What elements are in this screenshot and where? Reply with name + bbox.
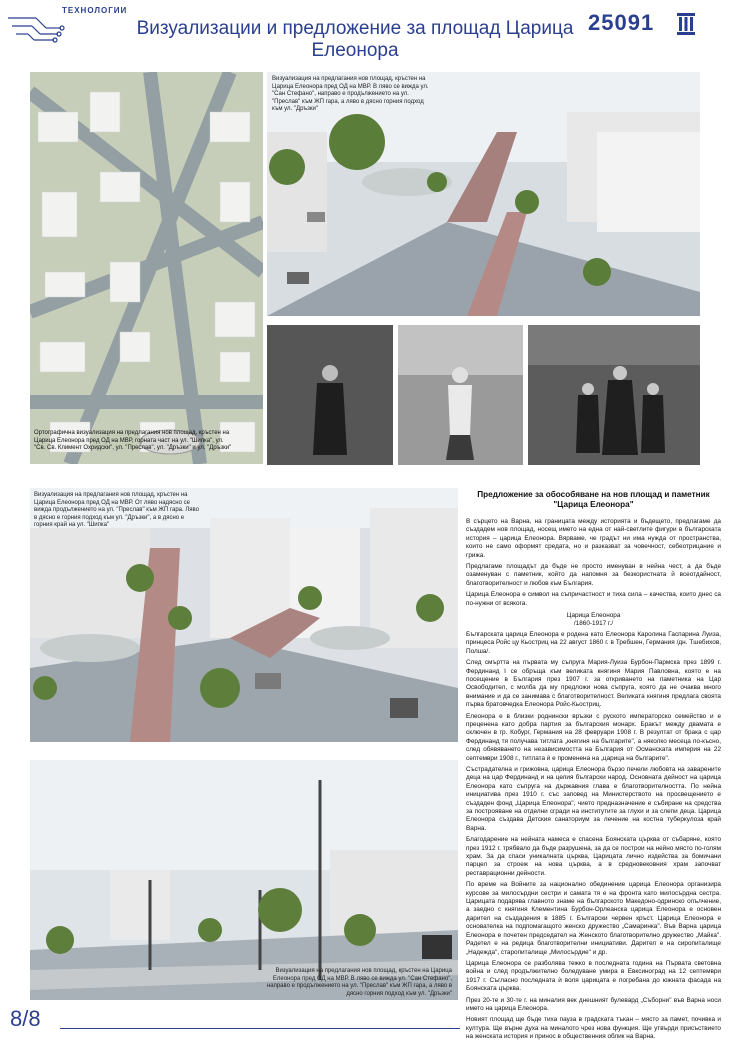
portrait-photo-1 bbox=[267, 325, 393, 465]
bio-name: Царица Елеонора bbox=[566, 612, 621, 620]
bottom-render-caption: Визуализация на предлагания нов площад, кръстен на Царица Елеонора пред ОД на МВР. В ляво се вижда ул. "Сан Стефано", направо е продължението на ул. "Преслав" към ЖП гара, а ляво в дясно горния подход към ул. "Дръзки" bbox=[266, 968, 452, 997]
bio-paragraph-1: Българската царица Елеонора е родена като Елеонора Каролина Гаспарина Луиза, принцеса Ройс цу Кьостриц на 22 август 1860 г. в Требшен, Германия /дн. Тшебихов, Полша/. bbox=[466, 630, 721, 655]
bio-paragraph-8: През 20-те и 30-те г. на миналия век днешният булевард „Съборни" във Варна носи името на царица Елеонора. bbox=[466, 996, 721, 1012]
bio-paragraph-6: По време на Войните за национално обединение царица Елеонора организира курсове за милосърдни сестри и самата тя е на фронта като милосърдна сестра. Царицата подарява главното знаме на българското Македоно-одринско опълчение, а заедно с княгиня Клементина Бурбон-Орлеанска царица Елеонора е основен дарител на създадения в 1885 г. Български червен кръст. Царица Елеонора е основателка на подпомагащото женско дружество „Самаринка". Във Варна царица Елеонора е почетен председател на Женското благотворително дружество „Майка". Радетел е на редица благотворителни инициативи. Дарител е на сиропиталище „Надежда", старопиталище „Милосърдие" и др. bbox=[466, 881, 721, 956]
closing-paragraph: Новият площад ще бъде тиха пауза в градската тъкан – място за памет, почивка и култура. Ще върне духа на миналото чрез нова функция. Ще утвърди присъствието на женската история и принос в общественния облик на Варна. bbox=[466, 1016, 721, 1041]
page-number: 8/8 bbox=[10, 1006, 41, 1031]
group-photo bbox=[528, 325, 700, 465]
section-title: Предложение за обособяване на нов площад и паметник "Царица Елеонора" bbox=[477, 490, 710, 509]
bio-years: /1860-1917 г./ bbox=[573, 620, 614, 628]
text-column bbox=[466, 490, 721, 1045]
bio-paragraph-4: Състрадателна и грижовна, царица Елеонора бързо печели любовта на заварените деца на цар Фердинанд и на целия български народ. Основната дейност на царица Елеонора като съпруга на държавния глава е благотворителността. По нейна инициатива през 1910 г. със заповед на Министерството на просвещението е създаден фонд „Царица Елеонора", чието предназначение е събиране на средства за построяване на отделни сгради на институтите за глухи и за слепи деца. Царица Елеонора създава Детския санаториум за лечение на костна туберкулоза край Варна. bbox=[466, 765, 721, 832]
footer-divider bbox=[60, 1028, 460, 1029]
portrait-photo-2 bbox=[398, 325, 523, 465]
bottom-render-image bbox=[30, 760, 458, 1000]
page-title: Визуализации и предложение за площад Царица Елеонора bbox=[136, 18, 574, 61]
ortho-caption: Ортографична визуализация на предлагания нов площад, кръстен на Царица Елеонора пред ОД на МВР, горната част на ул. "Шипка", ул. "Св. Св. Климент Охридски", ул. "Преслав", ул. "Дръзки" и ул. "Дръзки" bbox=[34, 430, 232, 451]
ortho-map-image bbox=[30, 72, 263, 464]
mid-render-caption: Визуализация на предлагания нов площад, кръстен на Царица Елеонора пред ОД на МВР. От ляво надясно се вижда продължението на ул. "Преслав" към ЖП гара. Ляво в дясно е горния подход към ул. "Дръзки", а в дясно е горния край на ул. "Шипка" bbox=[34, 492, 199, 528]
bio-paragraph-2: След смъртта на първата му съпруга Мария-Луиза Бурбон-Пармска през 1899 г. Фердинанд I се обръща към великата княгиня Мария Павловна, която е на посещение в България през 1907 г. за откриването на паметника на Цар Освободител, с молба да му предложи нова съпруга, която да не очаква много внимание и да се занимава с благотворителност. Великата княгиня предлага своята първа братовчедка Елеонора Ройс-Кьостриц. bbox=[466, 659, 721, 709]
paragraph-2: Предлагаме площадът да бъде не просто именуван в нейна чест, а да бъде озаменуван с паметник, който да напомня за безкористната й всеотдайност, благотворителност и любов към България. bbox=[466, 563, 721, 587]
bio-heading bbox=[466, 612, 721, 629]
intro-paragraph: В сърцето на Варна, на границата между историята и бъдещето, предлагаме да създадем нов площад, носещ името на една от най-светлите фигури в българската история – царица Елеонора. Вярваме, че градът ни има нужда от пространства, които не само оформят средата, но и разказват за човечност, себеотрицание и грижа. bbox=[466, 518, 721, 559]
top-render-caption: Визуализация на предлагания нов площад, кръстен на Царица Елеонора пред ОД на МВР. В ляво се вижда ул. "Сан Стефано", направо е продължението на ул. "Преслав" към ЖП гара, а ляво в дясно горния подход към ул. "Дръзки" bbox=[272, 76, 429, 112]
column-icon bbox=[676, 12, 696, 36]
bio-paragraph-5: Благодарение на нейната намеса е спасена Боянската църква от събаряне, която през 1912 г. трябвало да бъде разрушена, за да се построи на нейно място по-голям храм. За да спаси уникалната църква, Царицата лично издейства за бомичани парцел за строеж на нова църква, а в средновековния храм започват реставрационни дейности. bbox=[466, 836, 721, 877]
bio-paragraph-3: Елеонора е в близки роднински връзки с руското императорско семейство и е преценена като добра партия за българския монарх. Бракът между двамата е сключен в гр. Кобург, Германия на 28 февруари 1908 г. В резултат от брака с цар Фердинанд тя получава титлата „княгиня на българите", а няколко месеца по-късно, след обявяването на независимостта на България от Османската империя на 22 септември 1908 г., титлата ѝ е променена на „царица на българите". bbox=[466, 712, 721, 762]
bio-paragraph-7: Царица Елеонора се разболява тежко в последната година на Първата световна война и след продължително боледуване умира в Евксиноград на 12 септември 1917 г. Съгласно последната ѝ воля царицата е погребана до южната фасада на Боянската църква. bbox=[466, 959, 721, 993]
logo-text: ТЕХНОЛОГИИ bbox=[62, 6, 128, 15]
entry-code: 25091 bbox=[588, 10, 655, 35]
paragraph-3: Царица Елеонора е символ на съпричастност и тиха сила – качества, които днес са по-нужни от всякога. bbox=[466, 591, 721, 607]
